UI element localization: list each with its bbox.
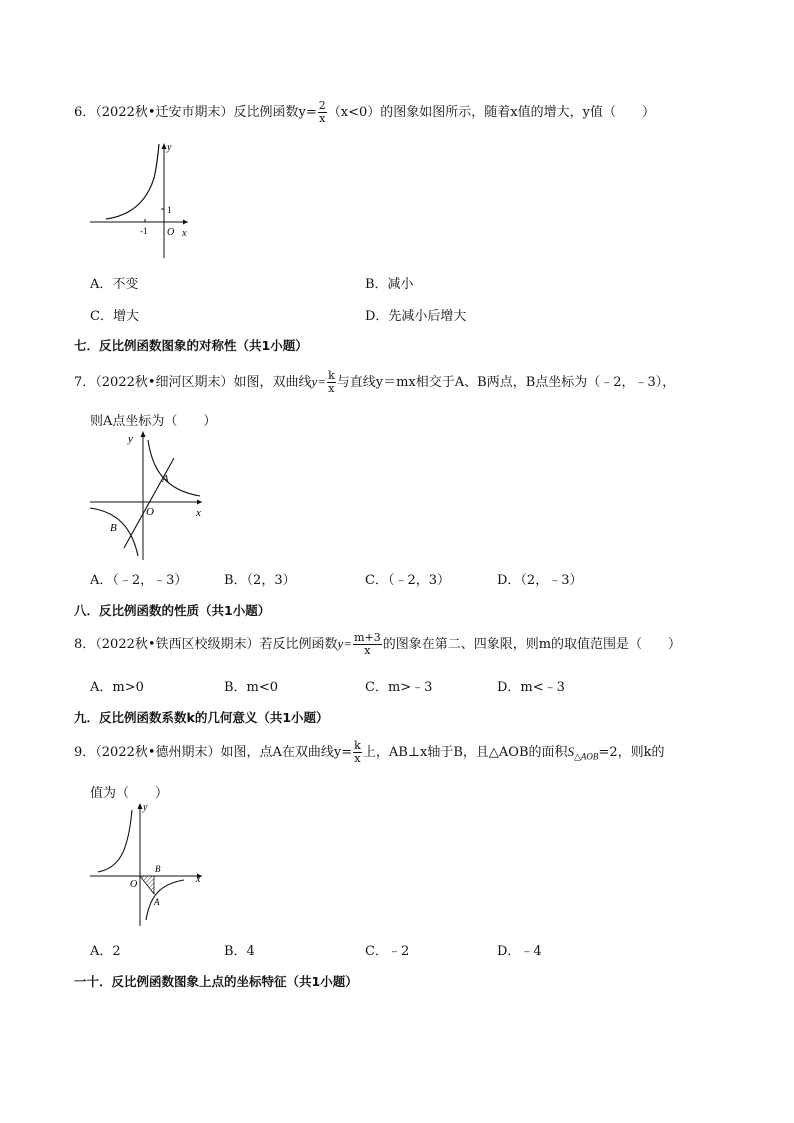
q8-option-a[interactable]: A．m>0 xyxy=(90,680,144,695)
q8-fraction xyxy=(353,632,382,657)
q7-option-d[interactable]: D．（2，﹣3） xyxy=(497,573,583,588)
q9-graph-point-b-label: B xyxy=(155,864,161,874)
q6-graph xyxy=(88,140,198,260)
q9-graph-x-label: x xyxy=(196,874,201,885)
q9-option-d[interactable]: D．﹣4 xyxy=(497,944,542,959)
q7-graph-x-label: x xyxy=(196,507,201,519)
q6-fraction-numerator: 2 xyxy=(318,99,326,112)
q7-prefix: 7．（2022秋•细河区期末）如图，双曲线 xyxy=(74,375,312,390)
q8-suffix: 的图象在第二、四象限，则m的取值范围是（ ） xyxy=(382,637,682,652)
q9-graph-point-a-label: A xyxy=(154,897,160,907)
q8-option-c[interactable]: C．m>﹣3 xyxy=(365,680,433,695)
q8-option-d[interactable]: D．m<﹣3 xyxy=(497,680,565,695)
q7-graph-point-b-label: B xyxy=(110,522,117,534)
q6-suffix: 的图象如图所示，随着x值的增大，y值（ ） xyxy=(380,105,655,120)
q6-option-a[interactable]: A．不变 xyxy=(90,277,139,292)
section-10-heading: 一十．反比例函数图象上点的坐标特征（共1小题） xyxy=(74,974,358,989)
q8-option-b[interactable]: B．m<0 xyxy=(224,680,279,695)
q9-option-b[interactable]: B．4 xyxy=(224,944,255,959)
q9-graph xyxy=(88,800,208,930)
q7-graph-origin-label: O xyxy=(146,506,154,518)
q6-prefix: 6．（2022秋•迁安市期末）反比例函数 xyxy=(74,105,299,120)
question-7-stem xyxy=(74,370,675,395)
q7-fraction-numerator: k xyxy=(328,369,335,382)
q6-graph-one-label: 1 xyxy=(167,205,172,215)
q9-option-a[interactable]: A．2 xyxy=(90,944,121,959)
q6-option-d[interactable]: D．先减小后增大 xyxy=(365,309,467,324)
q6-condition: （x<0） xyxy=(327,105,381,120)
question-8-stem xyxy=(74,632,681,657)
q7-suffix: 与直线y＝mx相交于A、B两点，B点坐标为（﹣2，﹣3）， xyxy=(336,375,676,390)
q9-option-c[interactable]: C．﹣2 xyxy=(365,944,410,959)
q7-option-c[interactable]: C．（﹣2，3） xyxy=(365,573,450,588)
q9-fraction xyxy=(353,740,362,765)
section-9-heading: 九．反比例函数系数k的几何意义（共1小题） xyxy=(74,710,329,725)
q6-fraction xyxy=(318,100,327,125)
section-8-heading: 八．反比例函数的性质（共1小题） xyxy=(74,603,271,618)
q8-y-eq: y= xyxy=(337,636,353,651)
q6-graph-neg-one-label: -1 xyxy=(140,226,148,236)
q6-func-y: y= xyxy=(298,105,317,120)
q9-fraction-numerator: k xyxy=(354,739,361,752)
question-6-stem xyxy=(74,100,655,125)
q9-y-eq: y= xyxy=(333,745,353,760)
question-9-stem xyxy=(74,740,664,765)
section-7-heading: 七．反比例函数图象的对称性（共1小题） xyxy=(74,338,308,353)
q9-graph-y-label: y xyxy=(143,802,148,813)
q7-option-b[interactable]: B．（2，3） xyxy=(224,573,296,588)
q9-area-subscript: △AOB xyxy=(574,751,599,762)
q9-suffix-1: 上，AB⊥x轴于B，且△AOB的面积 xyxy=(362,745,568,760)
q9-area-symbol: S xyxy=(567,744,574,759)
q9-graph-origin-label: O xyxy=(130,879,138,890)
q6-fraction-denominator: x xyxy=(319,112,326,125)
q7-graph xyxy=(88,428,208,563)
q9-fraction-denominator: x xyxy=(354,752,361,765)
q6-graph-y-label: y xyxy=(167,142,172,153)
q9-suffix-2: =2，则k的 xyxy=(598,745,665,760)
q7-y-eq: y= xyxy=(311,374,327,389)
q7-fraction-denominator: x xyxy=(328,382,335,395)
q6-graph-origin-label: O xyxy=(167,227,175,238)
q8-fraction-numerator: m+3 xyxy=(354,631,381,644)
q6-option-b[interactable]: B．减小 xyxy=(365,277,414,292)
q6-option-c[interactable]: C．增大 xyxy=(90,309,139,324)
q6-graph-x-label: x xyxy=(182,228,187,239)
q7-graph-point-a-label: A xyxy=(162,473,169,485)
q9-line2: 值为（ ） xyxy=(90,786,169,801)
q8-fraction-denominator: x xyxy=(364,644,371,657)
q7-line2: 则A点坐标为（ ） xyxy=(90,414,217,429)
q7-option-a[interactable]: A．（﹣2，﹣3） xyxy=(90,573,188,588)
q7-fraction xyxy=(327,370,336,395)
q8-prefix: 8．（2022秋•铁西区校级期末）若反比例函数 xyxy=(74,637,338,652)
q7-graph-y-label: y xyxy=(128,433,133,445)
q9-prefix: 9．（2022秋•德州期末）如图，点A在双曲线 xyxy=(74,745,334,760)
